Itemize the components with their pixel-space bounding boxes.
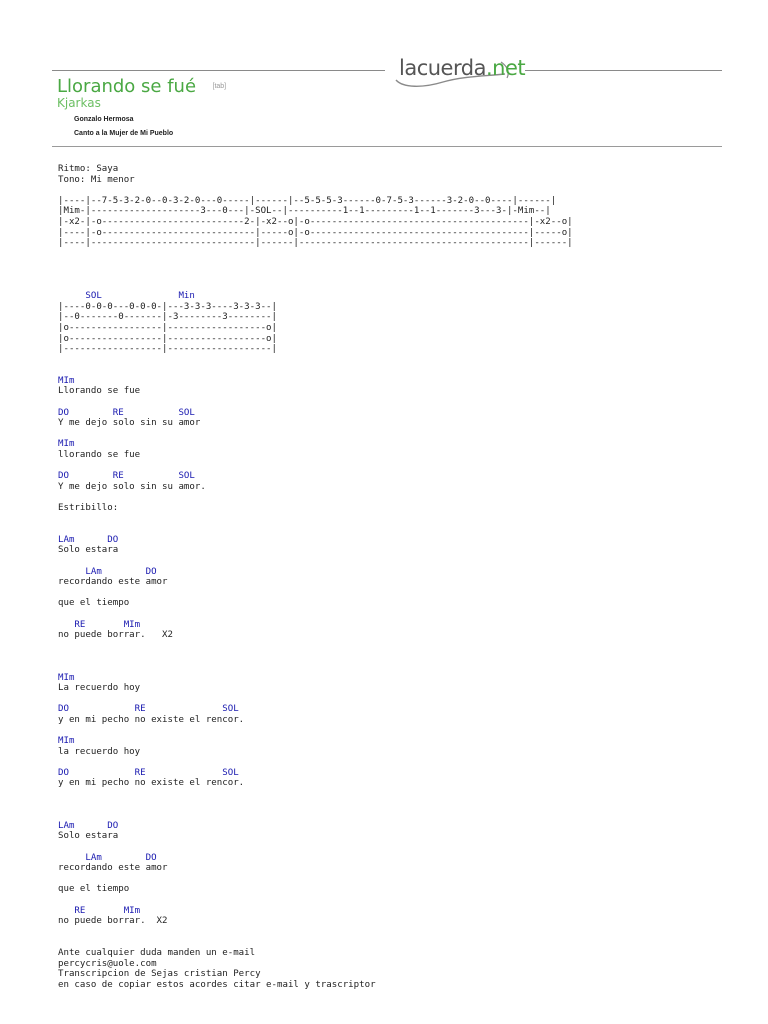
tab-line: y en mi pecho no existe el rencor. bbox=[58, 714, 245, 725]
tab-line: Y me dejo solo sin su amor bbox=[58, 418, 201, 429]
tab-line: que el tiempo bbox=[58, 598, 130, 609]
tab-line: |o-----------------|------------------o| bbox=[58, 322, 277, 333]
tab-line: Llorando se fue bbox=[58, 386, 141, 397]
chord-line: RE MIm bbox=[58, 619, 141, 630]
tab-line: |----|------------------------------|------|------------------------------------------|------| bbox=[58, 238, 573, 249]
tab-line bbox=[58, 270, 748, 281]
tab-line: no puede borrar. X2 bbox=[58, 630, 173, 641]
artist-link[interactable]: Kjarkas bbox=[57, 96, 101, 110]
site-logo[interactable] bbox=[393, 54, 526, 90]
chord-line: LAm DO bbox=[58, 852, 157, 863]
tab-line: |----|--7-5-3-2-0--0-3-2-0---0-----|------|--5-5-5-3------0-7-5-3------3-2-0--0----|------| bbox=[58, 195, 557, 206]
tab-line bbox=[58, 895, 748, 906]
tab-line bbox=[58, 588, 748, 599]
header-rule-right bbox=[525, 70, 722, 71]
tab-line: en caso de copiar estos acordes citar e-mail y trascriptor bbox=[58, 979, 376, 990]
tab-line bbox=[58, 641, 748, 652]
tab-line bbox=[58, 927, 748, 938]
tab-line bbox=[58, 800, 748, 811]
chord-line: SOL Min bbox=[58, 291, 195, 302]
composer: Gonzalo Hermosa bbox=[74, 116, 134, 123]
tab-line bbox=[58, 757, 748, 768]
song-title-row bbox=[57, 76, 226, 97]
tab-line bbox=[58, 651, 748, 662]
tab-line bbox=[58, 694, 748, 705]
tab-line: Y me dejo solo sin su amor. bbox=[58, 481, 206, 492]
tab-line bbox=[58, 355, 748, 366]
header-separator bbox=[52, 146, 722, 147]
tab-line: |----0-0-0---0-0-0-|---3-3-3----3-3-3--| bbox=[58, 301, 277, 312]
tab-line bbox=[58, 874, 748, 885]
tab-line: llorando se fue bbox=[58, 450, 141, 461]
album: Canto a la Mujer de Mi Pueblo bbox=[74, 130, 174, 137]
tab-line: |--0-------0-------|-3--------3--------| bbox=[58, 312, 277, 323]
tab-line bbox=[58, 185, 748, 196]
tab-line: Ritmo: Saya bbox=[58, 164, 119, 174]
tab-line bbox=[58, 524, 748, 535]
tab-line bbox=[58, 259, 748, 270]
tab-tag: [tab] bbox=[212, 83, 227, 90]
tab-line: Solo estara bbox=[58, 545, 119, 556]
tab-line: que el tiempo bbox=[58, 884, 130, 895]
tab-line: Estribillo: bbox=[58, 503, 119, 513]
tab-line bbox=[58, 397, 748, 408]
tab-line bbox=[58, 249, 748, 260]
chord-line: LAm DO bbox=[58, 820, 119, 831]
song-title: Llorando se fué bbox=[57, 76, 197, 97]
tab-line bbox=[58, 842, 748, 853]
tab-line: |----|-o----------------------------|-----o|-o----------------------------------------|-----o| bbox=[58, 227, 573, 238]
tab-line: percycris@uole.com bbox=[58, 958, 157, 969]
tab-line bbox=[58, 725, 748, 736]
tab-line bbox=[58, 365, 748, 376]
tab-line bbox=[58, 492, 748, 503]
chord-line: MIm bbox=[58, 375, 75, 386]
chord-line: MIm bbox=[58, 439, 75, 450]
chord-line: MIm bbox=[58, 672, 75, 683]
tab-line bbox=[58, 937, 748, 948]
tab-line bbox=[58, 281, 748, 292]
tab-line bbox=[58, 609, 748, 620]
chord-line: RE MIm bbox=[58, 905, 141, 916]
chord-line: DO RE SOL bbox=[58, 407, 195, 418]
chord-line: MIm bbox=[58, 736, 75, 747]
logo-text: lacuerda.net bbox=[399, 56, 526, 80]
tab-line: |-x2-|-o--------------------------2-|-x2--o|-o----------------------------------------|-x2--o| bbox=[58, 216, 573, 227]
tab-line bbox=[58, 514, 748, 525]
tab-line bbox=[58, 662, 748, 673]
chord-line: LAm DO bbox=[58, 566, 157, 577]
tab-line: |------------------|-------------------| bbox=[58, 344, 277, 355]
chord-line: DO RE SOL bbox=[58, 471, 195, 482]
tab-line: Transcripcion de Sejas cristian Percy bbox=[58, 969, 261, 980]
chord-line: LAm DO bbox=[58, 534, 119, 545]
header-rule-left bbox=[52, 70, 385, 71]
tab-line: la recuerdo hoy bbox=[58, 746, 141, 757]
tab-line: no puede borrar. X2 bbox=[58, 916, 168, 927]
tab-line bbox=[58, 789, 748, 800]
tab-content bbox=[58, 164, 748, 990]
tab-line: Solo estara bbox=[58, 831, 119, 842]
tab-line bbox=[58, 556, 748, 567]
tab-line bbox=[58, 429, 748, 440]
tab-line: La recuerdo hoy bbox=[58, 683, 141, 694]
chord-line: DO RE SOL bbox=[58, 704, 239, 715]
tab-line: |Mim-|--------------------3---0---|-SOL--|----------1--1---------1--1-------3---3-|-Mim--| bbox=[58, 206, 551, 217]
tab-line bbox=[58, 461, 748, 472]
tab-line bbox=[58, 810, 748, 821]
tab-line: |o-----------------|------------------o| bbox=[58, 333, 277, 344]
tab-line: recordando este amor bbox=[58, 863, 168, 874]
tab-line: Tono: Mi menor bbox=[58, 174, 135, 185]
chord-line: DO RE SOL bbox=[58, 767, 239, 778]
tab-line: Ante cualquier duda manden un e-mail bbox=[58, 947, 256, 958]
tab-line: y en mi pecho no existe el rencor. bbox=[58, 778, 245, 789]
tab-line: recordando este amor bbox=[58, 577, 168, 588]
